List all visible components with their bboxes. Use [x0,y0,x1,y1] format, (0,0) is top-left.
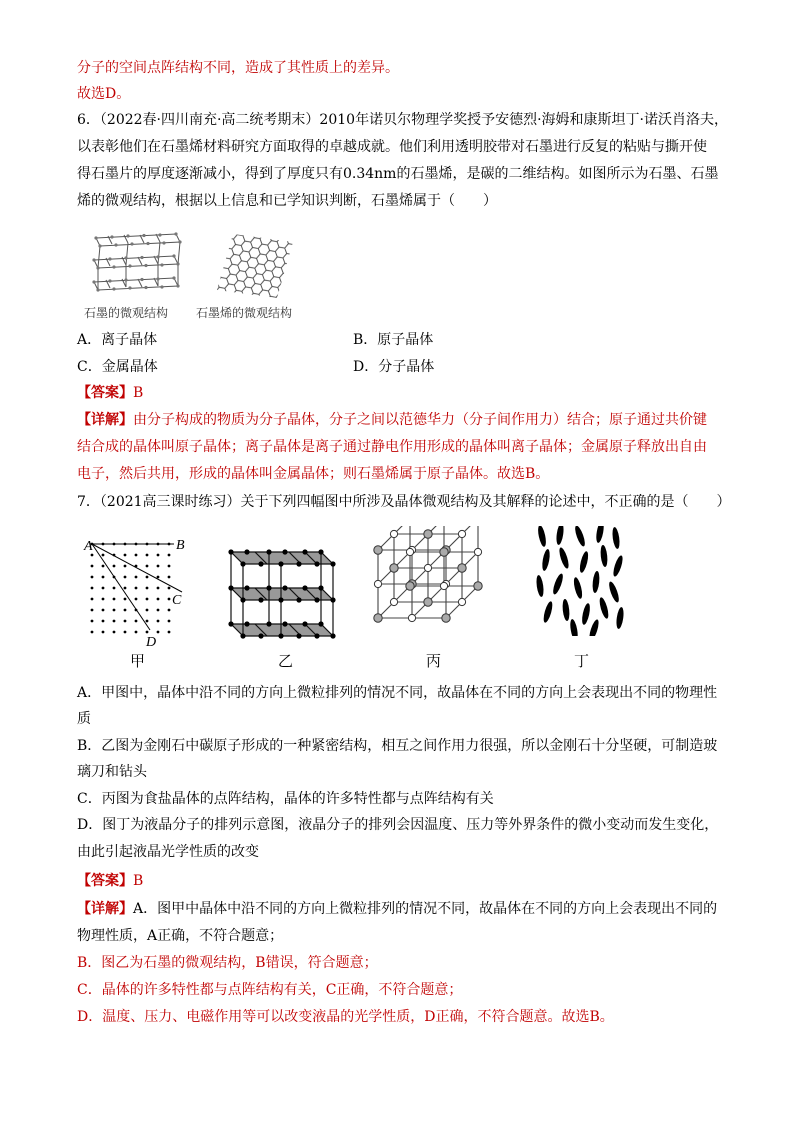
figure-label-ding: 丁 [574,652,590,670]
lattice-dot [102,631,105,634]
lattice-dot [91,565,94,568]
q7-option-d-line-2: 由此引起液晶光学性质的改变 [77,844,259,860]
carbon-atom [330,633,335,638]
lattice-dot [168,576,171,579]
lc-molecule [612,555,624,578]
figure-yi-graphite [225,546,337,646]
lc-molecule [592,571,601,594]
lattice-dot [146,598,149,601]
lattice-dot [146,554,149,557]
lattice-dot [113,609,116,612]
carbon-atom [296,561,301,566]
carbon-atom [228,621,233,626]
carbon-atom [318,621,323,626]
q7-detail-line-5 [77,1007,614,1027]
q6-detail-tag: 【详解】 [77,412,133,428]
lattice-dot [102,576,105,579]
cl-ion [458,530,465,537]
lattice-dot [135,631,138,634]
carbon-atom [314,633,319,638]
lc-molecule [607,581,621,604]
lattice-dot [135,554,138,557]
lattice-dot [146,609,149,612]
cl-ion [390,530,397,537]
q7-detail-line-3 [77,953,378,973]
lattice-dot [91,609,94,612]
lattice-dot [157,587,160,590]
q7-option-b-line-1: B．乙图为金刚石中碳原子形成的一种紧密结构，相互之间作用力很强，所以金刚石十分坚硬，可制造玻 [77,738,718,754]
carbon-atom [266,621,271,626]
lattice-dot [157,609,160,612]
lc-molecule [578,551,590,574]
carbon-atom [278,633,283,638]
q6-option-a: A．离子晶体 [77,332,158,348]
lattice-dot [91,554,94,557]
lattice-dot [113,631,116,634]
cl-ion [440,582,447,589]
carbon-atom [282,549,287,554]
na-ion [374,614,382,622]
carbon-atom [330,561,335,566]
lattice-dot [113,598,116,601]
cl-ion [408,614,415,621]
carbon-atom [296,633,301,638]
carbon-atom [228,549,233,554]
q7-detail-text-3: B．图乙为石墨的微观结构，B错误，符合题意； [77,955,378,971]
cl-ion [424,564,431,571]
lc-molecule [558,547,571,570]
carbon-atom [302,585,307,590]
q7-detail-line-4 [77,980,462,1000]
point-d-label: D [146,635,157,650]
lattice-dot [113,565,116,568]
lattice-dot [124,554,127,557]
q7-option-c: C．丙图为食盐晶体的点阵结构，晶体的许多特性都与点阵结构有关 [77,791,494,807]
lattice-dot [157,620,160,623]
lc-molecule [573,526,587,547]
lattice-dot [168,631,171,634]
lattice-dot [91,576,94,579]
q6-stem-line-3: 得石墨片的厚度逐渐减小，得到了厚度只有0.34nm的石墨烯，是碳的二维结构。如图所示为石墨、石墨 [77,166,719,182]
lattice-dot [168,565,171,568]
carbon-atom [318,585,323,590]
lattice-dot [113,587,116,590]
na-ion [374,546,382,554]
lattice-dot [168,598,171,601]
q6-detail-line-3: 电子，然后共用，形成的晶体叫金属晶体；则石墨烯属于原子晶体。故选B。 [77,466,550,482]
lattice-dot [102,587,105,590]
cl-ion [474,548,481,555]
q7-option-a-line-2: 质 [77,711,91,727]
q6-detail-line-2: 结合成的晶体叫原子晶体；离子晶体是离子通过静电作用形成的晶体叫离子晶体；金属原子释放出自由 [77,439,707,455]
lattice-dot [135,620,138,623]
lattice-dot [91,587,94,590]
q7-answer [77,871,143,891]
lattice-dot [157,598,160,601]
graphite-structure-figure [88,228,184,300]
carbon-atom [240,597,245,602]
carbon-atom [240,561,245,566]
na-ion [442,614,450,622]
lattice-dot [124,576,127,579]
graphene-caption: 石墨烯的微观结构 [196,306,293,320]
q6-option-c: C．金属晶体 [77,359,158,375]
q7-detail-line-2: 物理性质，A正确，不符合题意； [77,928,284,944]
lc-molecule [535,575,544,598]
carbon-atom [330,597,335,602]
lattice-dot [168,609,171,612]
lattice-dot [146,620,149,623]
carbon-atom [240,633,245,638]
lattice-dot [102,609,105,612]
lattice-dot [124,609,127,612]
q6-option-b: B．原子晶体 [353,332,434,348]
lattice-dot [124,565,127,568]
cl-ion [374,580,381,587]
figure-label-bing: 丙 [426,652,442,670]
na-ion [458,564,466,572]
lattice-dot [146,576,149,579]
carbon-atom [302,549,307,554]
lattice-dot [91,631,94,634]
cl-ion [406,548,413,555]
carbon-atom [314,561,319,566]
lc-molecule [611,527,620,550]
lattice-dot [168,587,171,590]
q6-answer-value: B [133,385,144,401]
lattice-dot [113,620,116,623]
lc-molecule [600,545,609,568]
na-ion [406,582,414,590]
carbon-atom [314,597,319,602]
lattice-dot [146,587,149,590]
q7-option-d-line-1: D．图丁为液晶分子的排列示意图，液晶分子的排列会因温度、压力等外界条件的微小变动而发生变化， [77,817,719,833]
q6-stem-line-4: 烯的微观结构，根据以上信息和已学知识判断，石墨烯属于（ ） [77,193,497,209]
q7-option-b-line-2: 璃刀和钻头 [77,764,147,780]
lattice-dot [102,620,105,623]
prev-conclusion: 故选D。 [77,86,131,102]
figure-jia-lattice [82,532,194,650]
lattice-dot [157,576,160,579]
carbon-atom [258,561,263,566]
q7-option-a-line-1: A．甲图中，晶体中沿不同的方向上微粒排列的情况不同，故晶体在不同的方向上会表现出不同的物理性 [77,685,718,701]
q7-detail-tag: 【详解】 [77,901,133,917]
prev-explanation-line: 分子的空间点阵结构不同，造成了其性质上的差异。 [77,60,399,76]
figure-label-jia: 甲 [130,652,146,670]
na-ion [424,530,432,538]
carbon-atom [258,633,263,638]
lattice-dot [102,554,105,557]
carbon-atom [258,597,263,602]
lc-molecule [572,577,584,600]
q6-detail-text-1: 由分子构成的物质为分子晶体，分子之间以范德华力（分子间作用力）结合；原子通过共价键 [133,412,707,428]
lattice-dot [102,565,105,568]
figure-ding-liquid-crystal [534,526,624,636]
q7-detail-text-1: A．图甲中晶体中沿不同的方向上微粒排列的情况不同，故晶体在不同的方向上会表现出不同的 [133,901,718,917]
q6-option-d: D．分子晶体 [353,359,435,375]
q6-detail-line-1 [77,410,707,430]
lc-molecule [542,601,554,624]
q6-stem-line-1: 6．（2022春·四川南充·高二统考期末）2010年诺贝尔物理学奖授予安德烈·海姆和康斯坦丁·诺沃肖洛夫， [77,112,728,128]
lattice-dot [124,631,127,634]
carbon-atom [278,597,283,602]
lc-molecule [562,599,571,622]
point-a-label: A [84,539,93,554]
lattice-dot [124,587,127,590]
lattice-dot [157,565,160,568]
graphite-caption: 石墨的微观结构 [84,306,169,320]
carbon-atom [318,549,323,554]
lattice-dot [124,598,127,601]
q7-answer-tag: 【答案】 [77,873,133,889]
lattice-dot [124,620,127,623]
q7-answer-value: B [133,873,144,889]
figure-bing-nacl [370,526,494,650]
lattice-dot [135,576,138,579]
carbon-atom [266,549,271,554]
point-c-label: C [172,593,182,608]
lc-molecule [581,603,592,626]
na-ion [424,598,432,606]
carbon-atom [302,621,307,626]
lattice-dot [146,565,149,568]
q7-stem: 7．（2021高三课时练习）关于下列四幅图中所涉及晶体微观结构及其解释的论述中，不正确的是（ ） [77,494,731,510]
carbon-atom [244,549,249,554]
q7-detail-line-1 [77,899,717,919]
carbon-atom [282,585,287,590]
carbon-atom [282,621,287,626]
lc-molecule [588,619,601,636]
lattice-dot [168,620,171,623]
lattice-dot [102,598,105,601]
lattice-dot [91,620,94,623]
cl-ion [458,598,465,605]
lattice-dot [146,631,149,634]
lattice-dot [135,598,138,601]
lc-molecule [541,549,551,572]
lc-molecule [569,619,579,636]
na-ion [390,564,398,572]
lattice-dot [157,554,160,557]
lc-molecule [555,526,564,545]
carbon-atom [228,585,233,590]
na-ion [440,548,448,556]
q6-answer [77,383,143,403]
q7-detail-text-4: C．晶体的许多特性都与点阵结构有关，C正确，不符合题意； [77,982,463,998]
lattice-dot [91,598,94,601]
carbon-atom [266,585,271,590]
figure-label-yi: 乙 [278,652,294,670]
lattice-dot [157,631,160,634]
lc-molecule [615,607,624,630]
carbon-atom [296,597,301,602]
carbon-atom [278,561,283,566]
lattice-dot [135,587,138,590]
lc-molecule [551,573,565,596]
na-ion [474,582,482,590]
carbon-atom [244,621,249,626]
q6-answer-tag: 【答案】 [77,385,133,401]
lc-molecule [537,526,548,547]
q7-detail-text-5: D．温度、压力、电磁作用等可以改变液晶的光学性质，D正确，不符合题意。故选B。 [77,1009,614,1025]
lc-molecule [598,597,610,620]
lattice-dot [168,554,171,557]
graphene-structure-figure [215,232,295,300]
point-b-label: B [176,538,185,553]
cl-ion [390,598,397,605]
q6-stem-line-2: 以表彰他们在石墨烯材料研究方面取得的卓越成就。他们利用透明胶带对石墨进行反复的粘贴与撕开使 [77,139,707,155]
carbon-atom [244,585,249,590]
lc-molecule [595,526,605,543]
